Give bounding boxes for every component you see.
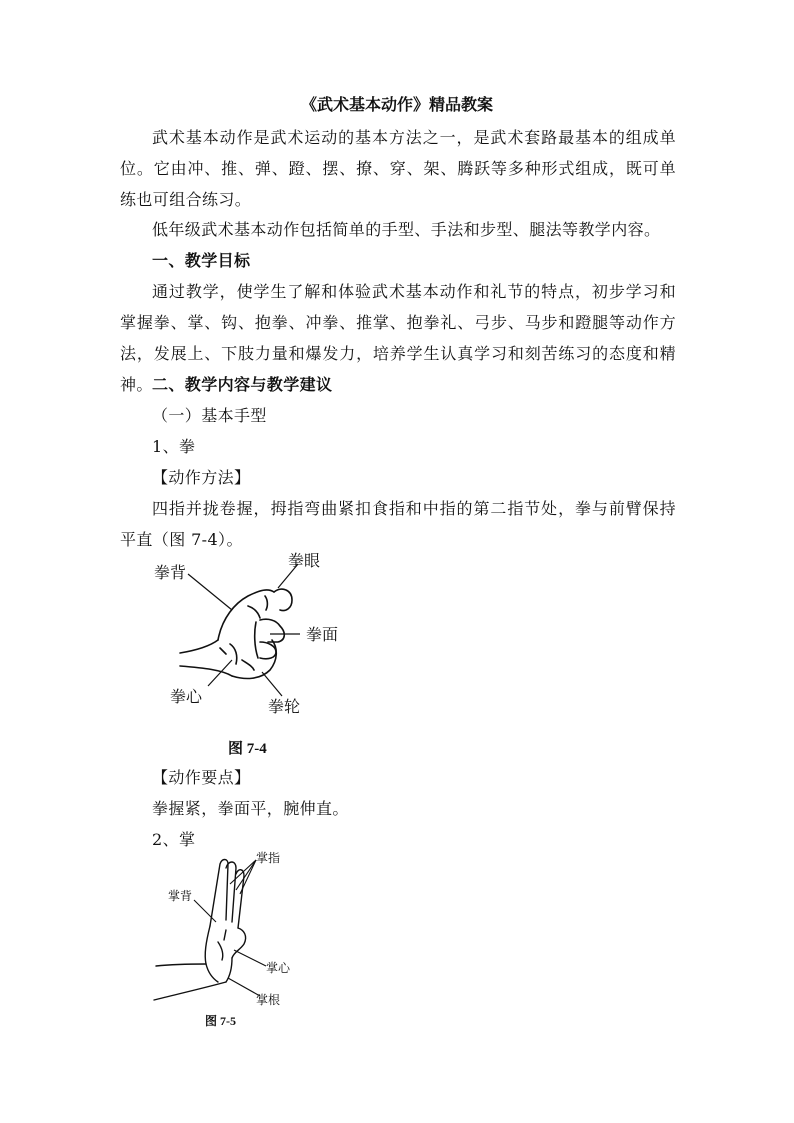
- section-1-heading: 一、教学目标: [152, 251, 251, 270]
- label-fist-wheel: 拳轮: [268, 697, 301, 716]
- figure-fist-caption: 图 7-4: [228, 741, 267, 757]
- subsection-basic-hand-shapes: （一）基本手型: [152, 406, 267, 425]
- label-fist-back: 拳背: [154, 563, 187, 582]
- pointer-fist-wheel: [262, 672, 282, 696]
- pointer-fist-back: [188, 574, 232, 610]
- key-points-label: 【动作要点】: [152, 768, 251, 787]
- section-1-body: 通过教学，使学生了解和体验武术基本动作和礼节的特点，初步学习和掌握拳、掌、钩、抱拳、冲拳、推掌、抱拳礼、弓步、马步和蹬腿等动作方法，发展上、下肢力量和爆发力，培养学生认真学习和刻苦练习的态度和精神。: [120, 282, 676, 394]
- label-fist-eye: 拳眼: [288, 551, 321, 570]
- intro-paragraph-2: 低年级武术基本动作包括简单的手型、手法和步型、腿法等教学内容。: [152, 220, 661, 239]
- figure-fist: [150, 548, 380, 738]
- item-palm-heading: 2、掌: [152, 830, 196, 849]
- pointer-fist-heart: [208, 660, 232, 686]
- label-palm-root: 掌根: [256, 993, 281, 1007]
- fist-illustration: [150, 548, 380, 738]
- method-label: 【动作方法】: [152, 468, 251, 487]
- label-palm-fingers: 掌指: [256, 851, 281, 865]
- pointer-palm-heart: [234, 950, 266, 966]
- label-fist-face: 拳面: [306, 625, 339, 644]
- method-body: 四指并拢卷握，拇指弯曲紧扣食指和中指的第二指节处，拳与前臂保持平直（图 7-4）。: [120, 499, 676, 549]
- label-fist-heart: 拳心: [170, 687, 203, 706]
- key-points-body: 拳握紧，拳面平，腕伸直。: [152, 799, 349, 818]
- figure-palm: [148, 850, 308, 1015]
- section-2-heading: 二、教学内容与教学建议: [152, 375, 333, 394]
- intro-paragraph-1: 武术基本动作是武术运动的基本方法之一，是武术套路最基本的组成单位。它由冲、推、弹、蹬、摆、撩、穿、架、腾跃等多种形式组成，既可单练也可组合练习。: [120, 128, 676, 209]
- label-palm-heart: 掌心: [266, 961, 291, 975]
- label-palm-back: 掌背: [168, 889, 193, 903]
- document-title: 《武术基本动作》精品教案: [300, 95, 493, 114]
- figure-palm-caption: 图 7-5: [205, 1014, 236, 1028]
- pointer-palm-fingers-3: [240, 860, 256, 894]
- palm-illustration: [148, 850, 308, 1015]
- item-fist-heading: 1、拳: [152, 437, 196, 456]
